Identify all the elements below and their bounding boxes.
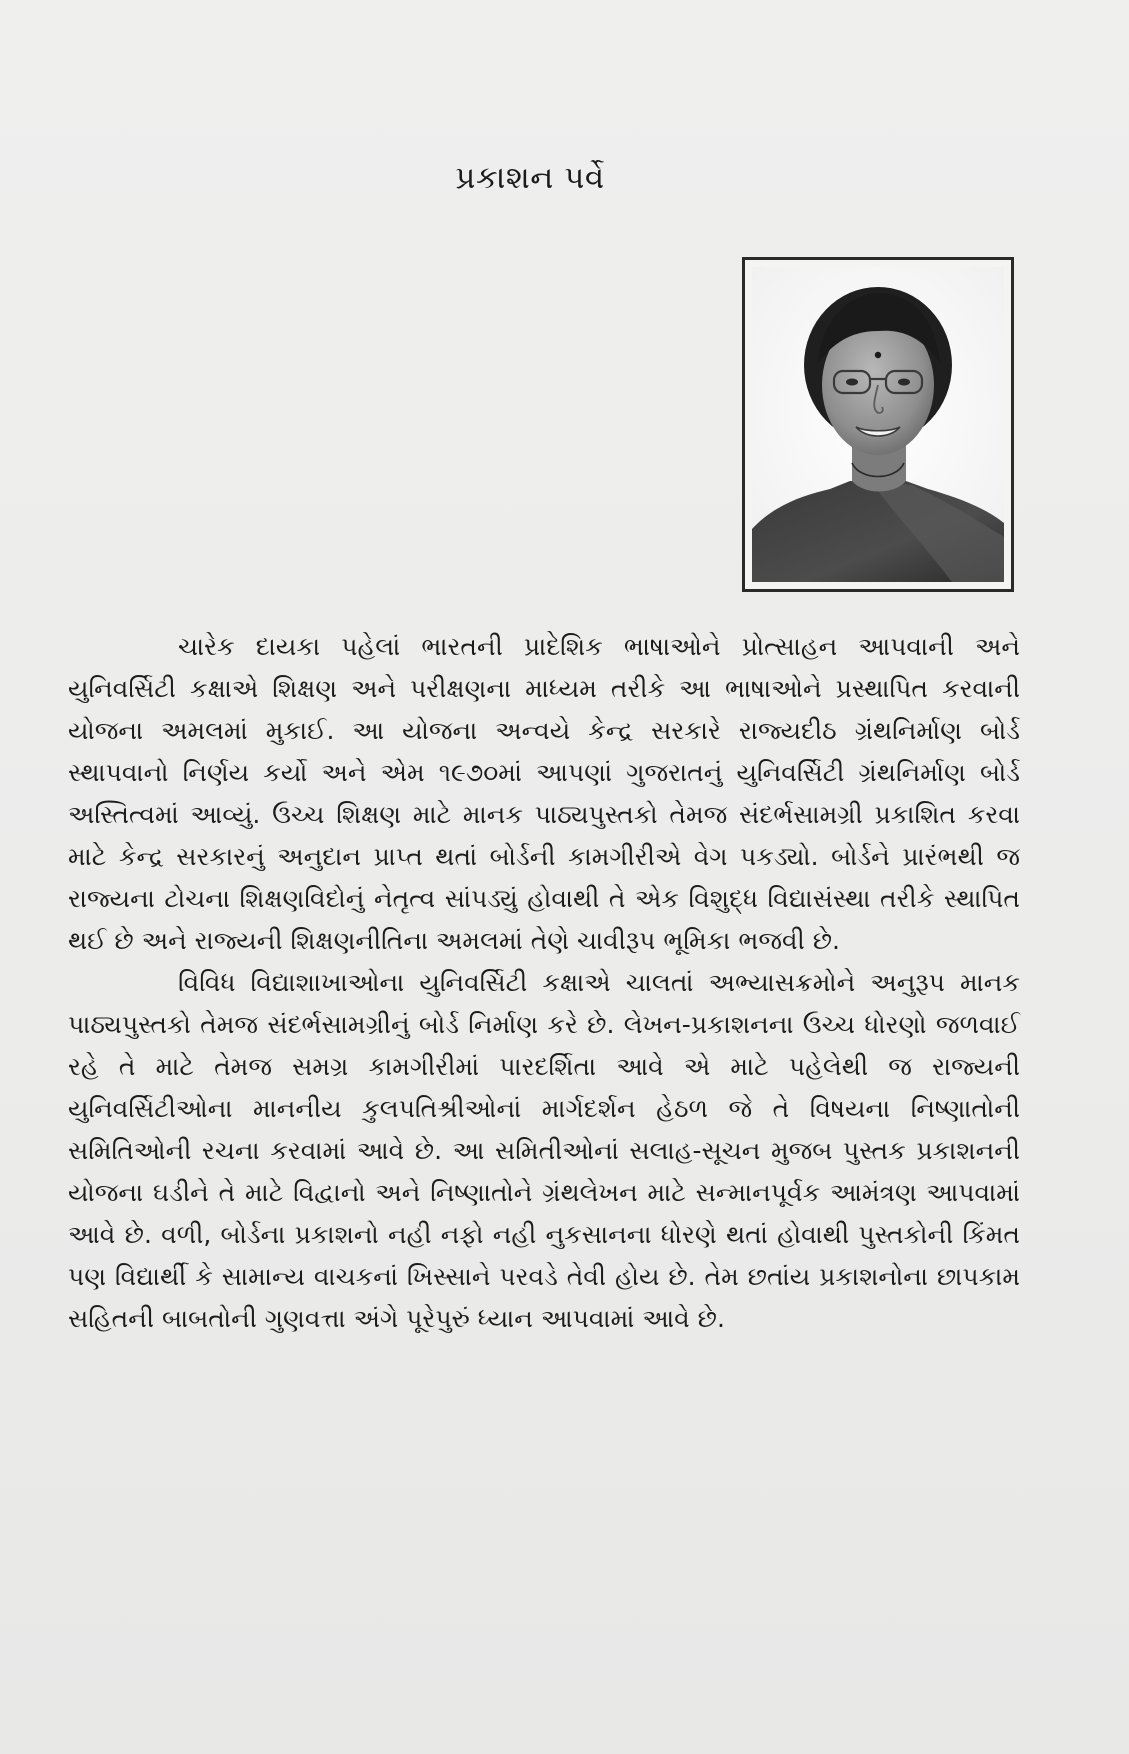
page-title: પ્રકાશન પર્વે [455,160,605,196]
portrait-photo-frame [742,257,1014,592]
body-text [68,626,1020,1340]
paragraph-2: વિવિધ વિદ્યાશાખાઓના યુનિવર્સિટી કક્ષાએ ચાલતાં અભ્યાસક્રમોને અનુરૂપ માનક પાઠ્યપુસ્તકો તેમજ સંદર્ભસામગ્રીનું બોર્ડ નિર્માણ કરે છે. લેખન-પ્રકાશનના ઉચ્ચ ધોરણો જળવાઈ રહે તે માટે તેમજ સમગ્ર કામગીરીમાં પારદર્શિતા આવે એ માટે પહેલેથી જ રાજ્યની યુનિવર્સિટીઓના માનનીય કુલપતિશ્રીઓનાં માર્ગદર્શન હેઠળ જે તે વિષયના નિષ્ણાતોની સમિતિઓની રચના કરવામાં આવે છે. આ સમિતીઓનાં સલાહ-સૂચન મુજબ પુસ્તક પ્રકાશનની યોજના ઘડીને તે માટે વિદ્વાનો અને નિષ્ણાતોને ગ્રંથલેખન માટે સન્માનપૂર્વક આમંત્રણ આપવામાં આવે છે. વળી, બોર્ડના પ્રકાશનો નહી નફો નહી નુકસાનના ધોરણે થતાં હોવાથી પુસ્તકોની કિંમત પણ વિદ્યાર્થી કે સામાન્ય વાચકનાં ખિસ્સાને પરવડે તેવી હોય છે. તેમ છતાંય પ્રકાશનોના છાપકામ સહિતની બાબતોની ગુણવત્તા અંગે પૂરેપુરું ધ્યાન આપવામાં આવે છે. [68,968,1020,1333]
portrait-photo-icon [752,267,1004,582]
paragraph-1: ચારેક દાયકા પહેલાં ભારતની પ્રાદેશિક ભાષાઓને પ્રોત્સાહન આપવાની અને યુનિવર્સિટી કક્ષાએ શિક્ષણ અને પરીક્ષણના માધ્યમ તરીકે આ ભાષાઓને પ્રસ્થાપિત કરવાની યોજના અમલમાં મુકાઈ. આ યોજના અન્વયે કેન્દ્ર સરકારે રાજ્યદીઠ ગ્રંથનિર્માણ બોર્ડ સ્થાપવાનો નિર્ણય કર્યો અને એમ ૧૯૭૦માં આપણાં ગુજરાતનું યુનિવર્સિટી ગ્રંથનિર્માણ બોર્ડ અસ્તિત્વમાં આવ્યું. ઉચ્ચ શિક્ષણ માટે માનક પાઠ્યપુસ્તકો તેમજ સંદર્ભસામગ્રી પ્રકાશિત કરવા માટે કેન્દ્ર સરકારનું અનુદાન પ્રાપ્ત થતાં બોર્ડની કામગીરીએ વેગ પકડ્યો. બોર્ડને પ્રારંભથી જ રાજ્યના ટોચના શિક્ષણવિદોનું નેતૃત્વ સાંપડ્યું હોવાથી તે એક વિશુદ્ધ વિદ્યાસંસ્થા તરીકે સ્થાપિત થઈ છે અને રાજ્યની શિક્ષણનીતિના અમલમાં તેણે ચાવીરૂપ ભૂમિકા ભજવી છે. [68,632,1020,955]
portrait-photo [752,267,1004,582]
